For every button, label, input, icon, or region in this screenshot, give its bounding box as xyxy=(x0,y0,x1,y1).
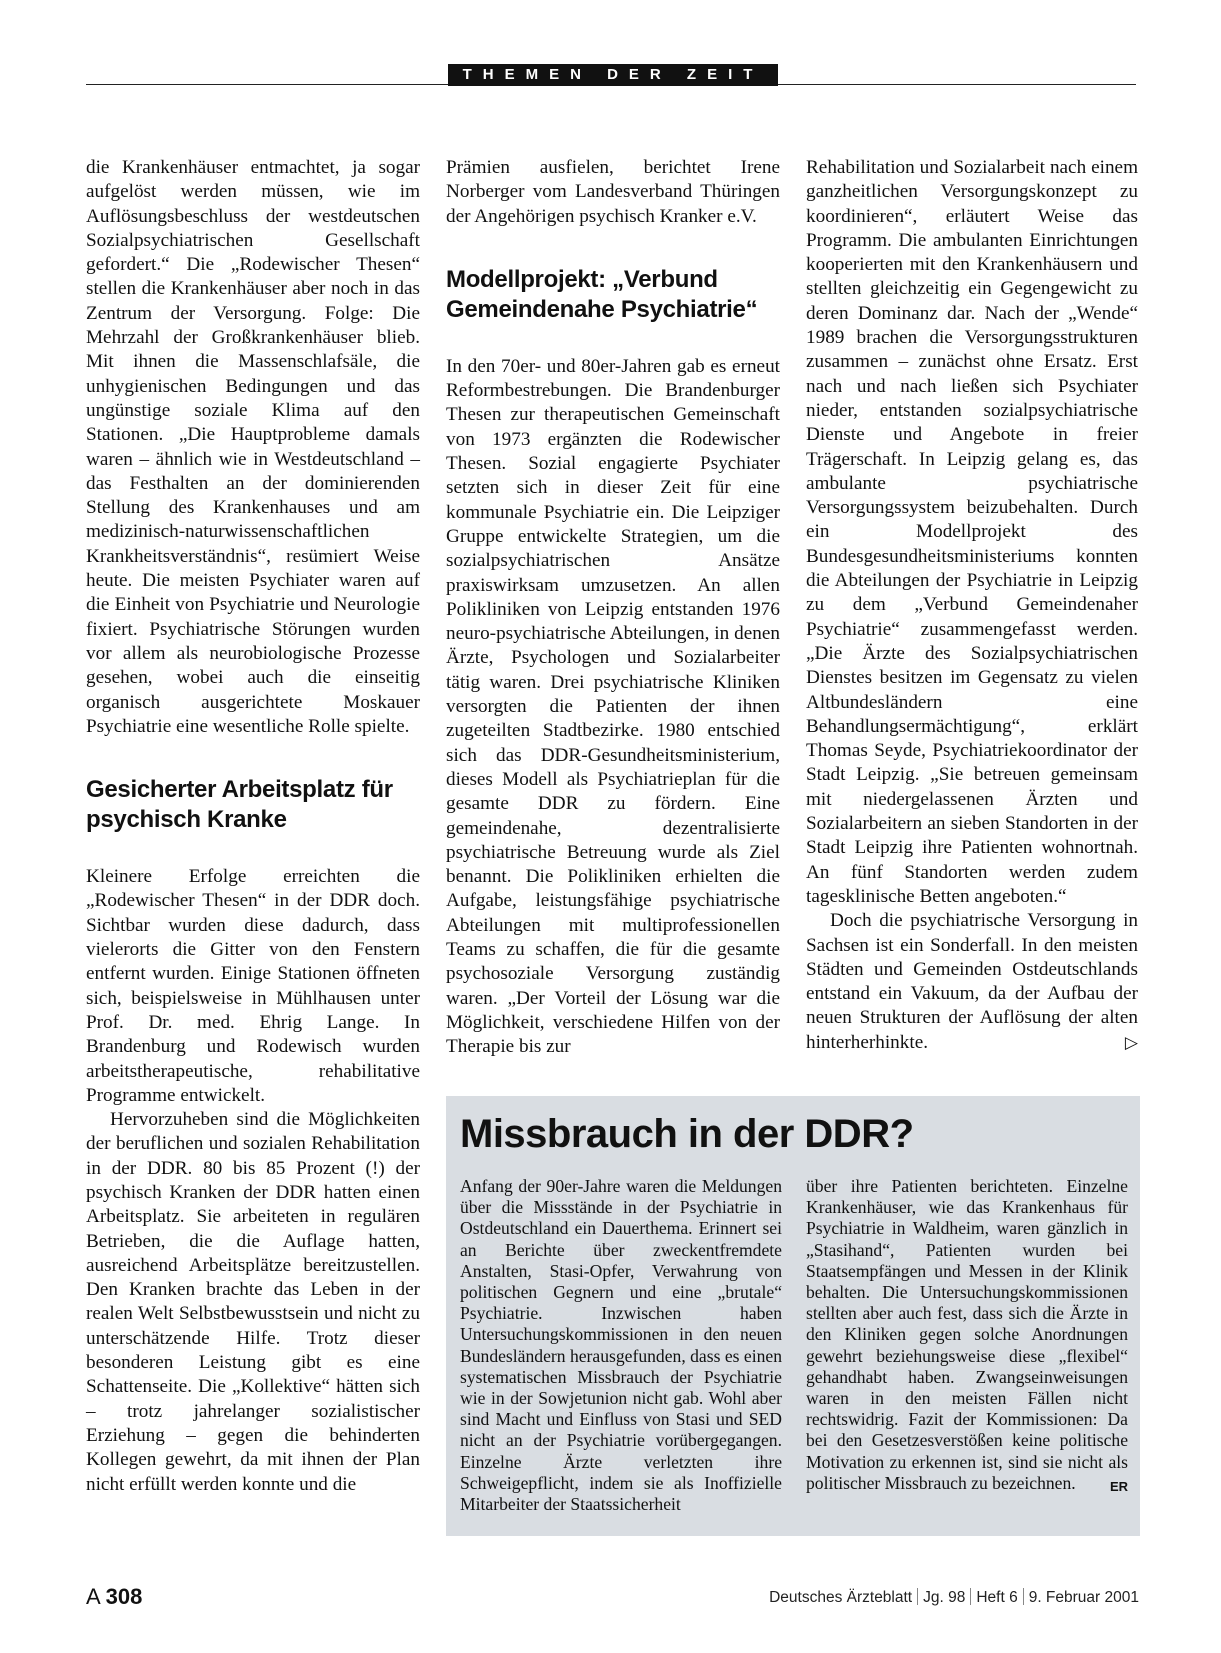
page-number xyxy=(86,1584,142,1610)
section-heading: Gesicherter Arbeitsplatz für psychisch Kranke xyxy=(86,776,393,834)
paragraph: Kleinere Erfolge erreichten die „Rodewischer Thesen“ in der DDR doch. Sichtbar wurden diese dadurch, dass vielerorts die Gitter von den Fenstern entfernt wurden. Einige Stationen öffneten sich, beispielsweise in Mühlhausen unter Prof. Dr. med. Ehrig Lange. In Brandenburg und Rodewisch wurden arbeitstherapeutische, rehabilitative Programme entwickelt. xyxy=(86,866,420,1106)
divider xyxy=(1023,1588,1024,1605)
box-paragraph-text: über ihre Patienten berichteten. Einzelne Krankenhäuser, wie das Krankenhaus für Psychiatrie in Waldheim, waren gänzlich in „Stasihand“, Patienten wurden bei Staatsempfängen und Messen in der Klinik behalten. Die Untersuchungskommissionen stellten aber auch fest, dass sich die Ärzte in den Kliniken gegen solche Anordnungen gewehrt beziehungsweise diese „flexibel“ gehandhabt haben. Zwangseinweisungen waren in den meisten Fällen nicht rechtswidrig. Fazit der Kommissionen: Da bei den Gesetzesverstößen keine politische Motivation zu erkennen ist, sind sie nicht als politischer Missbrauch zu bezeichnen. xyxy=(806,1176,1128,1493)
divider xyxy=(917,1588,918,1605)
box-paragraph: Anfang der 90er-Jahre waren die Meldungen über die Missstände in der Psychiatrie in Ostdeutschland ein Dauerthema. Erinnert sei an Berichte über zweckentfremdete Anstalten, Stasi-Opfer, Verwahrung von politischen Gegnern und eine „brutale“ Psychiatrie. Inzwischen haben Untersuchungskommissionen in den neuen Bundesländern herausgefunden, dass es einen systematischen Missbrauch der Psychiatrie wie in der Sowjetunion nicht gab. Wohl aber sind Macht und Einfluss von Stasi und SED nicht an der Psychiatrie vorübergegangen. Einzelne Ärzte verletzten ihre Schweigepflicht, indem sie als Inoffizielle Mitarbeiter der Staatssicherheit xyxy=(460,1176,782,1515)
paragraph: Hervorzuheben sind die Möglichkeiten der beruflichen und sozialen Rehabilitation in der DDR. 80 bis 85 Prozent (!) der psychisch Kranken der DDR hatten einen Arbeitsplatz. Sie arbeiteten in regulären Betrieben, die die Auflage hatten, ausreichend Arbeitsplätze bereitzustellen. Den Kranken brachte das Leben in der realen Welt Selbstbewusstsein und nicht zu unterschätzende Hilfe. Trotz dieser besonderen Leistung gibt es eine Schattenseite. Die „Kollektive“ hätten sich – trotz jahrelanger sozialistischer Erziehung – gegen die behinderten Kollegen gewehrt, da mit ihnen der Plan nicht erfüllt werden konnte und die xyxy=(86,1109,420,1495)
journal-name: Deutsches Ärzteblatt xyxy=(769,1589,913,1606)
article-column-3 xyxy=(806,156,1138,1055)
paragraph-text: Doch die psychiatrische Versorgung in Sachsen ist ein Sonderfall. In den meisten Städten und Gemeinden Ostdeutschlands entstand ein Vakuum, da der Aufbau der neuen Strukturen der Auflösung der alten hinterherhinkte. xyxy=(806,910,1138,1053)
article-column-1 xyxy=(86,156,420,1497)
author-signature: ER xyxy=(1109,1478,1128,1494)
box-column-1 xyxy=(460,1176,782,1515)
journal-date: 9. Februar 2001 xyxy=(1028,1589,1139,1606)
box-title: Missbrauch in der DDR? xyxy=(460,1112,914,1156)
sidebar-box xyxy=(446,1096,1140,1536)
divider xyxy=(970,1588,971,1605)
journal-issue: Heft 6 xyxy=(976,1589,1018,1606)
paragraph: Rehabilitation und Sozialarbeit nach einem ganzheitlichen Versorgungskonzept zu koordinieren“, erläutert Weise das Programm. Die ambulanten Einrichtungen kooperierten mit den Krankenhäusern und stellten gleichzeitig ein Gegengewicht zu deren Dominanz dar. Nach der „Wende“ 1989 brachen die Versorgungsstrukturen zusammen – zunächst ohne Ersatz. Erst nach und nach ließen sich Psychiater nieder, entstanden sozialpsychiatrische Dienste und Angebote in freier Trägerschaft. In Leipzig gelang es, das ambulante psychiatrische Versorgungssystem beizubehalten. Durch ein Modellprojekt des Bundesgesundheitsministeriums konnten die Abteilungen der Psychiatrie in Leipzig zu dem „Verbund Gemeindenaher Psychiatrie“ zusammengefasst werden. „Die Ärzte des Sozialpsychiatrischen Dienstes besitzen im Gegensatz zu vielen Altbundesländern eine Behandlungsermächtigung“, erklärt Thomas Seyde, Psychiatriekoordinator der Stadt Leipzig. „Sie betreuen gemeinsam mit niedergelassenen Ärzten und Sozialarbeitern an sieben Standorten in der Stadt Leipzig ihre Patienten wohnortnah. An fünf Standorten werden zudem tagesklinische Betten angeboten.“ xyxy=(806,157,1138,907)
journal-citation xyxy=(769,1588,1139,1607)
box-paragraph xyxy=(806,1176,1128,1494)
page-number-value: 308 xyxy=(105,1584,143,1609)
paragraph xyxy=(806,909,1138,1055)
journal-volume: Jg. 98 xyxy=(923,1589,966,1606)
page-prefix: A xyxy=(86,1584,100,1609)
continue-arrow-icon: ▷ xyxy=(1124,1032,1138,1053)
paragraph: die Krankenhäuser entmachtet, ja sogar aufgelöst werden müssen, wie im Auflösungsbeschluss der westdeutschen Sozialpsychiatrischen Gesellschaft gefordert.“ Die „Rodewischer Thesen“ stellen die Krankenhäuser aber noch in das Zentrum der Versorgung. Folge: Die Mehrzahl der Großkrankenhäuser blieb. Mit ihnen die Massenschlafsäle, die unhygienischen Bedingungen und das ungünstige soziale Klima auf den Stationen. „Die Hauptprobleme damals waren – ähnlich wie in Westdeutschland – das Festhalten an der dominierenden Stellung des Krankenhauses und am medizinisch-naturwissenschaftlichen Krankheitsverständnis“, resümiert Weise heute. Die meisten Psychiater waren auf die Einheit von Psychiatrie und Neurologie fixiert. Psychiatrische Störungen wurden vor allem als neurobiologische Prozesse gesehen, wobei auch die einseitig organisch ausgerichtete Moskauer Psychiatrie eine wesentliche Rolle spielte. xyxy=(86,157,420,737)
section-tag: THEMEN DER ZEIT xyxy=(448,64,778,86)
paragraph: Prämien ausfielen, berichtet Irene Norberger vom Landesverband Thüringen der Angehörigen psychisch Kranker e.V. xyxy=(446,157,780,227)
section-heading: Modellprojekt: „Verbund Gemeindenahe Psychiatrie“ xyxy=(446,265,758,323)
box-column-2 xyxy=(806,1176,1128,1497)
article-column-2 xyxy=(446,156,780,1060)
paragraph: In den 70er- und 80er-Jahren gab es erneut Reformbestrebungen. Die Brandenburger Thesen zur therapeutischen Gemeinschaft von 1973 ergänzten die Rodewischer Thesen. Sozial engagierte Psychiater setzten sich in dieser Zeit für eine kommunale Psychiatrie ein. Die Leipziger Gruppe entwickelte Strategien, um die sozialpsychiatrischen Ansätze praxiswirksam umzusetzen. An allen Polikliniken von Leipzig entstanden 1976 neuro-psychiatrische Abteilungen, in denen Ärzte, Psychologen und Sozialarbeiter tätig waren. Drei psychiatrische Kliniken versorgten die Patienten der ihnen zugeteilten Stadtbezirke. 1980 entschied sich das DDR-Gesundheitsministerium, dieses Modell als Psychiatrieplan für die gesamte DDR zu fördern. Eine gemeindenahe, dezentralisierte psychiatrische Betreuung wurde als Ziel benannt. Die Polikliniken erhielten die Aufgabe, leistungsfähige psychiatrische Abteilungen mit multiprofessionellen Teams zu schaffen, die für die gesamte psychosoziale Versorgung zuständig waren. „Der Vorteil der Lösung war die Möglichkeit, verschiedene Hilfen von der Therapie bis zur xyxy=(446,355,780,1058)
